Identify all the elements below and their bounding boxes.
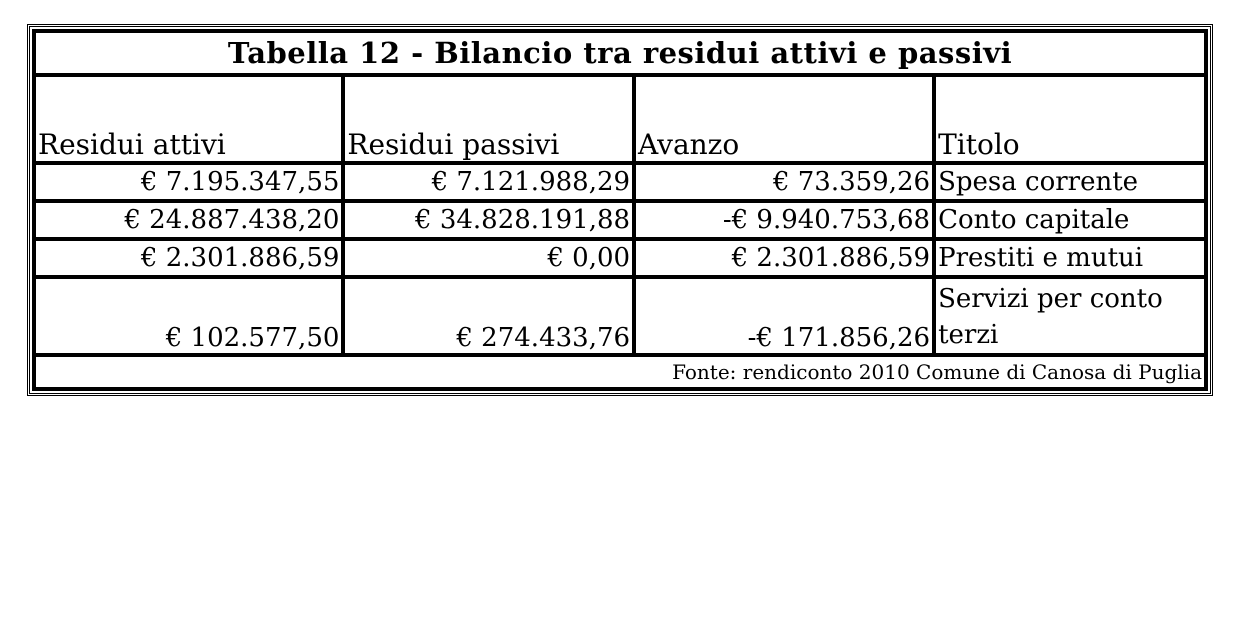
cell-titolo: Spesa corrente — [934, 163, 1206, 201]
cell-avanzo: -€ 9.940.753,68 — [634, 201, 934, 239]
table-title: Tabella 12 - Bilancio tra residui attivi e passivi — [34, 31, 1206, 75]
header-row — [34, 75, 1206, 163]
bilancio-table — [32, 29, 1208, 391]
cell-residui-passivi: € 7.121.988,29 — [343, 163, 634, 201]
cell-titolo: Prestiti e mutui — [934, 239, 1206, 277]
header-residui-attivi: Residui attivi — [34, 75, 343, 163]
cell-residui-attivi: € 24.887.438,20 — [34, 201, 343, 239]
cell-residui-attivi: € 2.301.886,59 — [34, 239, 343, 277]
cell-avanzo: -€ 171.856,26 — [634, 277, 934, 355]
cell-titolo: Servizi per conto terzi — [934, 277, 1206, 355]
cell-avanzo: € 2.301.886,59 — [634, 239, 934, 277]
table-row — [34, 239, 1206, 277]
cell-avanzo: € 73.359,26 — [634, 163, 934, 201]
cell-residui-attivi: € 102.577,50 — [34, 277, 343, 355]
cell-residui-attivi: € 7.195.347,55 — [34, 163, 343, 201]
header-avanzo: Avanzo — [634, 75, 934, 163]
cell-titolo: Conto capitale — [934, 201, 1206, 239]
table-frame — [27, 24, 1213, 396]
header-titolo: Titolo — [934, 75, 1206, 163]
table-row — [34, 201, 1206, 239]
table-source: Fonte: rendiconto 2010 Comune di Canosa di Puglia — [34, 355, 1206, 389]
cell-residui-passivi: € 34.828.191,88 — [343, 201, 634, 239]
table-row — [34, 163, 1206, 201]
cell-residui-passivi: € 0,00 — [343, 239, 634, 277]
header-residui-passivi: Residui passivi — [343, 75, 634, 163]
cell-residui-passivi: € 274.433,76 — [343, 277, 634, 355]
table-row — [34, 277, 1206, 355]
